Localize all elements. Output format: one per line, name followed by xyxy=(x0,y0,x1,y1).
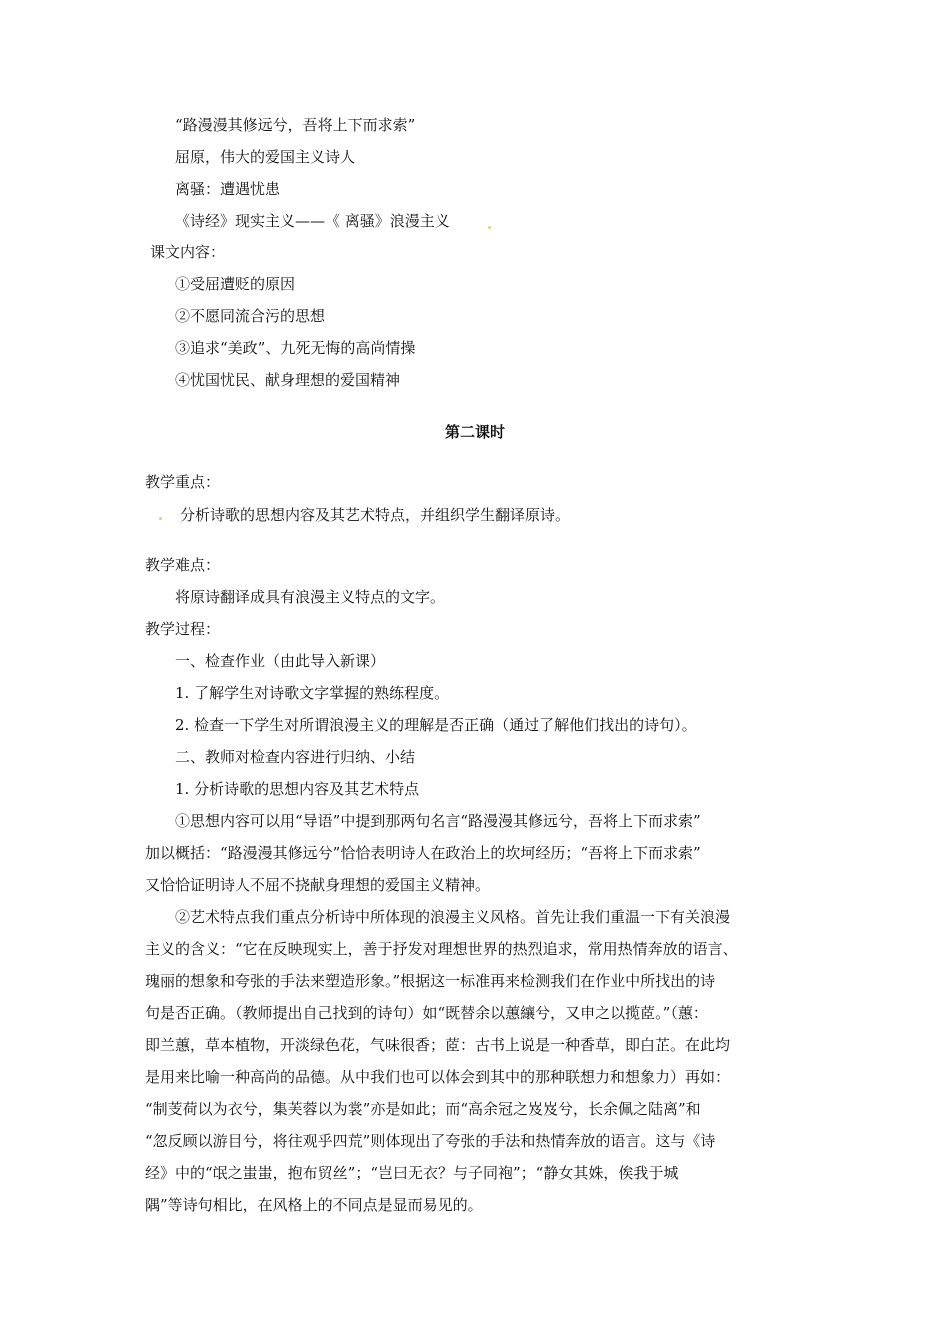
key-points-label: 教学重点： xyxy=(145,473,221,491)
process-line: 1. 了解学生对诗歌文字掌握的熟练程度。 xyxy=(175,684,450,702)
paragraph-line: 隅”等诗句相比，在风格上的不同点是显而易见的。 xyxy=(145,1196,483,1214)
paragraph-line: 即兰蕙，草本植物，开淡绿色花，气味很香；茝：古书上说是一种香草，即白芷。在此均 xyxy=(145,1036,731,1054)
content-item: ③追求“美政”、九死无悔的高尚情操 xyxy=(175,339,416,357)
stray-mark xyxy=(488,226,491,229)
intro-line-author: 屈原，伟大的爱国主义诗人 xyxy=(175,148,356,166)
paragraph-line: 是用来比喻一种高尚的品德。从中我们也可以体会到其中的那种联想力和想象力）再如： xyxy=(145,1068,731,1086)
paragraph-line: ①思想内容可以用“导语”中提到那两句名言“路漫漫其修远兮，吾将上下而求索” xyxy=(175,812,701,830)
content-heading: 课文内容： xyxy=(150,243,226,261)
process-label: 教学过程： xyxy=(145,620,221,638)
section-title: 第二课时 xyxy=(444,423,505,441)
paragraph-line: 主义的含义：“它在反映现实上，善于抒发对理想世界的热烈追求，常用热情奔放的语言、 xyxy=(145,940,738,958)
intro-line-comparison: 《诗经》现实主义——《 离骚》浪漫主义 xyxy=(175,212,450,230)
key-points-text: 分析诗歌的思想内容及其艺术特点，并组织学生翻译原诗。 xyxy=(180,506,571,524)
difficulty-label: 教学难点： xyxy=(145,556,221,574)
process-line: 二、教师对检查内容进行归纳、小结 xyxy=(175,748,416,766)
difficulty-text: 将原诗翻译成具有浪漫主义特点的文字。 xyxy=(175,588,446,606)
content-item: ②不愿同流合污的思想 xyxy=(175,307,326,325)
paragraph-line: 又恰恰证明诗人不屈不挠献身理想的爱国主义精神。 xyxy=(145,876,491,894)
stray-mark xyxy=(159,517,162,520)
intro-line-quote: “路漫漫其修远兮，吾将上下而求索” xyxy=(175,116,416,134)
intro-line-title-meaning: 离骚：遭遇忧患 xyxy=(175,180,281,198)
paragraph-line: 瑰丽的想象和夸张的手法来塑造形象。”根据这一标准再来检测我们在作业中所找出的诗 xyxy=(145,972,716,990)
content-item: ④忧国忧民、献身理想的爱国精神 xyxy=(175,371,401,389)
content-item: ①受屈遭贬的原因 xyxy=(175,275,296,293)
paragraph-line: ②艺术特点我们重点分析诗中所体现的浪漫主义风格。首先让我们重温一下有关浪漫 xyxy=(175,908,731,926)
paragraph-line: 句是否正确。（教师提出自己找到的诗句）如“既替余以蕙纕兮，又申之以揽茝。”（蕙： xyxy=(145,1004,708,1022)
process-line: 2. 检查一下学生对所谓浪漫主义的理解是否正确（通过了解他们找出的诗句）。 xyxy=(175,716,697,734)
paragraph-line: “忽反顾以游目兮，将往观乎四荒”则体现出了夸张的手法和热情奔放的语言。这与《诗 xyxy=(145,1132,716,1150)
paragraph-line: “制芰荷以为衣兮，集芙蓉以为裳”亦是如此；而“高余冠之岌岌兮，长余佩之陆离”和 xyxy=(145,1100,701,1118)
process-line: 一、检查作业（由此导入新课） xyxy=(175,652,386,670)
paragraph-line: 加以概括：“路漫漫其修远兮”恰恰表明诗人在政治上的坎坷经历；“吾将上下而求索” xyxy=(145,844,701,862)
process-line: 1. 分析诗歌的思想内容及其艺术特点 xyxy=(175,780,420,798)
paragraph-line: 经》中的“氓之蚩蚩，抱布贸丝”；“岂曰无衣？与子同袍”；“静女其姝，俟我于城 xyxy=(145,1164,679,1182)
